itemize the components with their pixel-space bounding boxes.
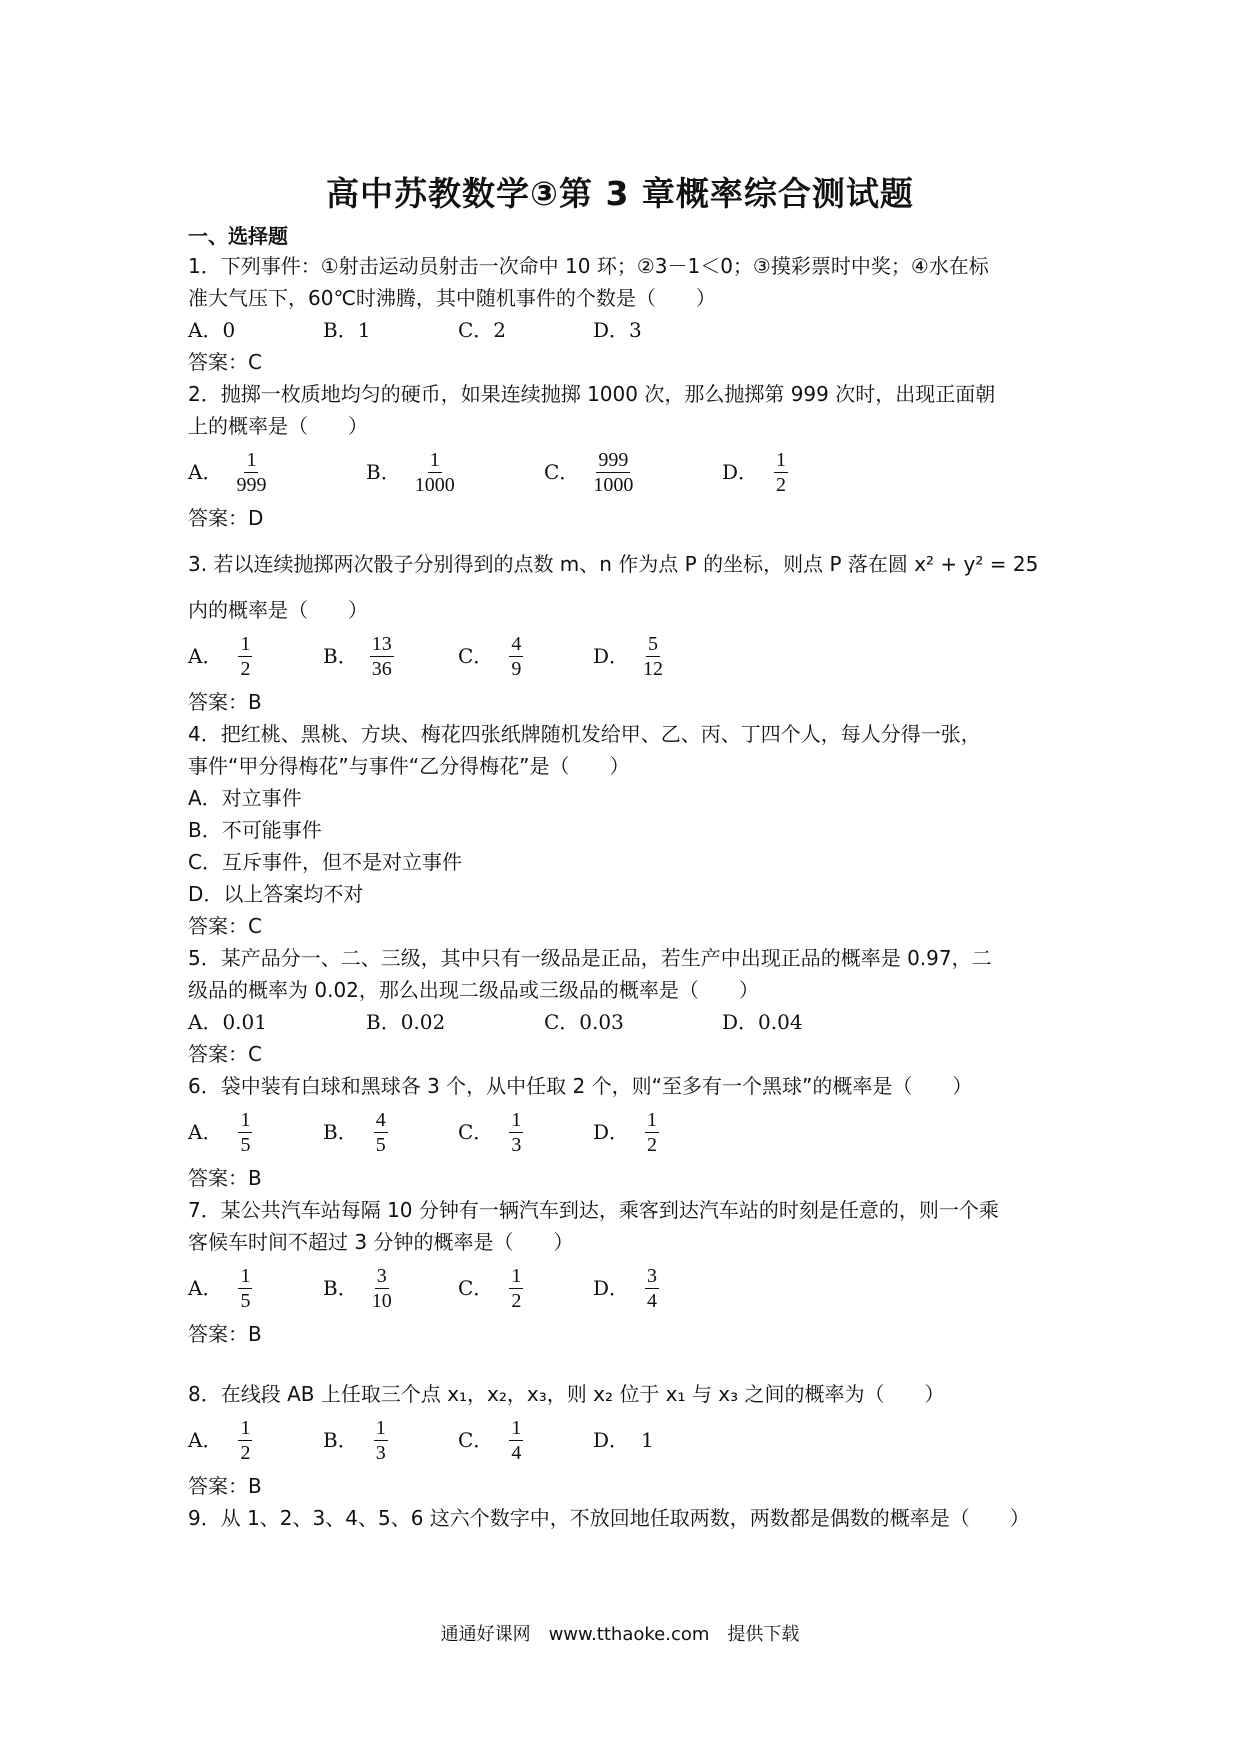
- option-a: [188, 1108, 323, 1157]
- option-label: B．: [366, 460, 401, 484]
- denominator: 2: [647, 1133, 658, 1156]
- page-title: 高中苏教数学③第 3 章概率综合测试题: [326, 174, 914, 213]
- fraction: [641, 632, 665, 681]
- denominator: 5: [240, 1289, 251, 1312]
- option-value: 1: [641, 1428, 654, 1452]
- option-c: C．2: [458, 318, 507, 342]
- numerator: 1: [246, 448, 257, 471]
- numerator: 1: [375, 1416, 386, 1439]
- option-label: C．: [544, 460, 580, 484]
- fraction: [234, 448, 268, 497]
- fraction: [505, 1108, 527, 1157]
- option-c: C．0.03: [544, 1010, 624, 1034]
- denominator: 5: [375, 1133, 386, 1156]
- option-b: [323, 1264, 458, 1313]
- answer-4: 答案：C: [188, 914, 262, 938]
- fraction: [234, 1264, 256, 1313]
- numerator: 1: [240, 632, 251, 655]
- question-line: 1．下列事件：①射击运动员射击一次命中 10 环；②3－1＜0；③摸彩票时中奖；④水在标: [188, 254, 989, 278]
- numerator: 3: [647, 1264, 658, 1287]
- numerator: 1: [511, 1264, 522, 1287]
- option-label: D．: [593, 1120, 630, 1144]
- option-label: B．: [323, 1276, 358, 1300]
- question-1: [188, 250, 1063, 314]
- denominator: 1000: [593, 473, 634, 496]
- question-5: [188, 942, 1063, 1006]
- options-row: [188, 314, 1063, 346]
- denominator: 36: [371, 657, 392, 680]
- options-row: [188, 1410, 1063, 1470]
- option-b: B．不可能事件: [188, 818, 322, 842]
- option-d: [722, 448, 900, 497]
- answer-2: 答案：D: [188, 506, 264, 530]
- question-line: 级品的概率为 0.02，那么出现二级品或三级品的概率是（ ）: [188, 978, 759, 1002]
- option-b: B．1: [323, 318, 371, 342]
- option-d: [593, 632, 728, 681]
- question-7: [188, 1194, 1063, 1258]
- numerator: 1: [647, 1108, 658, 1131]
- fraction: [505, 632, 527, 681]
- option-a: [188, 1416, 323, 1465]
- answer-6: 答案：B: [188, 1166, 262, 1190]
- denominator: 3: [511, 1133, 522, 1156]
- numerator: 4: [511, 632, 522, 655]
- fraction: [591, 448, 635, 497]
- question-line: 9．从 1、2、3、4、5、6 这六个数字中，不放回地任取两数，两数都是偶数的概率是（ ）: [188, 1506, 1030, 1530]
- option-label: C．: [458, 1428, 494, 1452]
- options-row: [188, 1258, 1063, 1318]
- option-a: [188, 448, 366, 497]
- fraction: [234, 1416, 256, 1465]
- denominator: 2: [776, 473, 787, 496]
- fraction: [370, 632, 394, 681]
- option-c: [458, 632, 593, 681]
- question-line: 8．在线段 AB 上任取三个点 x₁，x₂，x₃，则 x₂ 位于 x₁ 与 x₃ 之间的概率为（ ）: [188, 1382, 945, 1406]
- denominator: 2: [511, 1289, 522, 1312]
- option-label: B．: [323, 644, 358, 668]
- denominator: 3: [375, 1441, 386, 1464]
- option-d: D．以上答案均不对: [188, 882, 364, 906]
- question-line: 4．把红桃、黑桃、方块、梅花四张纸牌随机发给甲、乙、丙、丁四个人，每人分得一张，: [188, 722, 981, 746]
- fraction: [370, 1264, 394, 1313]
- numerator: 1: [240, 1416, 251, 1439]
- option-label: B．: [323, 1428, 358, 1452]
- question-2: [188, 378, 1063, 442]
- denominator: 5: [240, 1133, 251, 1156]
- question-line: 5．某产品分一、二、三级，其中只有一级品是正品，若生产中出现正品的概率是 0.97，二: [188, 946, 992, 970]
- denominator: 2: [240, 657, 251, 680]
- option-label: B．: [323, 1120, 358, 1144]
- question-line: 内的概率是（ ）: [188, 598, 368, 622]
- option-label: D．: [593, 1428, 630, 1452]
- denominator: 9: [511, 657, 522, 680]
- question-line: 事件“甲分得梅花”与事件“乙分得梅花”是（ ）: [188, 754, 630, 778]
- option-a: [188, 632, 323, 681]
- option-b: B．0.02: [366, 1010, 446, 1034]
- answer-7: 答案：B: [188, 1322, 262, 1346]
- option-d: D．3: [593, 318, 642, 342]
- answer-8: 答案：B: [188, 1474, 262, 1498]
- denominator: 1000: [414, 473, 455, 496]
- numerator: 5: [648, 632, 659, 655]
- question-6: [188, 1070, 1063, 1102]
- denominator: 12: [643, 657, 664, 680]
- option-b: [366, 448, 544, 497]
- fraction: [641, 1108, 663, 1157]
- option-label: D．: [593, 1276, 630, 1300]
- numerator: 999: [598, 448, 629, 471]
- fraction: [770, 448, 792, 497]
- option-label: C．: [458, 644, 494, 668]
- question-9: [188, 1502, 1063, 1534]
- options-row: [188, 1006, 1063, 1038]
- numerator: 1: [240, 1108, 251, 1131]
- question-line: 客候车时间不超过 3 分钟的概率是（ ）: [188, 1230, 574, 1254]
- fraction: [641, 1264, 663, 1313]
- option-d: [593, 1424, 728, 1456]
- fraction: [505, 1264, 527, 1313]
- option-label: D．: [722, 460, 759, 484]
- option-c: C．互斥事件，但不是对立事件: [188, 850, 462, 874]
- option-a: A．0.01: [188, 1010, 267, 1034]
- option-label: A．: [188, 1428, 223, 1452]
- option-b: [323, 1416, 458, 1465]
- numerator: 13: [371, 632, 392, 655]
- option-d: [593, 1264, 728, 1313]
- denominator: 10: [371, 1289, 392, 1312]
- numerator: 4: [375, 1108, 386, 1131]
- options-row: [188, 1102, 1063, 1162]
- option-b: [323, 1108, 458, 1157]
- page-footer: 通通好课网 www.tthaoke.com 提供下载: [440, 1624, 800, 1645]
- option-b: [323, 632, 458, 681]
- fraction: [413, 448, 457, 497]
- fraction: [370, 1108, 392, 1157]
- option-a: A．0: [188, 318, 236, 342]
- questions-list: [188, 250, 1063, 1534]
- denominator: 2: [240, 1441, 251, 1464]
- option-d: [593, 1108, 728, 1157]
- fraction: [505, 1416, 527, 1465]
- denominator: 4: [647, 1289, 658, 1312]
- numerator: 1: [429, 448, 440, 471]
- option-a: A．对立事件: [188, 786, 302, 810]
- options-row: [188, 442, 1063, 502]
- option-label: C．: [458, 1276, 494, 1300]
- option-d: D．0.04: [722, 1010, 803, 1034]
- numerator: 1: [511, 1416, 522, 1439]
- section-heading: 一、选择题: [188, 224, 288, 248]
- answer-3: 答案：B: [188, 690, 262, 714]
- answer-1: 答案：C: [188, 350, 262, 374]
- option-c: [544, 448, 722, 497]
- option-c: [458, 1108, 593, 1157]
- numerator: 1: [776, 448, 787, 471]
- option-label: A．: [188, 460, 223, 484]
- answer-5: 答案：C: [188, 1042, 262, 1066]
- question-8: [188, 1378, 1063, 1410]
- option-label: D．: [593, 644, 630, 668]
- question-line: 上的概率是（ ）: [188, 414, 368, 438]
- question-line: 7．某公共汽车站每隔 10 分钟有一辆汽车到达，乘客到达汽车站的时刻是任意的，则一个乘: [188, 1198, 999, 1222]
- numerator: 3: [376, 1264, 387, 1287]
- option-label: A．: [188, 644, 223, 668]
- option-label: C．: [458, 1120, 494, 1144]
- question-3: [188, 548, 1063, 626]
- fraction: [370, 1416, 392, 1465]
- option-c: [458, 1416, 593, 1465]
- denominator: 999: [236, 473, 267, 496]
- fraction: [234, 632, 256, 681]
- question-4: [188, 718, 1063, 782]
- fraction: [234, 1108, 256, 1157]
- denominator: 4: [511, 1441, 522, 1464]
- question-line: 2．抛掷一枚质地均匀的硬币，如果连续抛掷 1000 次，那么抛掷第 999 次时，出现正面朝: [188, 382, 996, 406]
- option-c: [458, 1264, 593, 1313]
- option-a: [188, 1264, 323, 1313]
- question-line: 准大气压下，60℃时沸腾，其中随机事件的个数是（ ）: [188, 286, 716, 310]
- numerator: 1: [511, 1108, 522, 1131]
- option-label: A．: [188, 1276, 223, 1300]
- options-row: [188, 626, 1063, 686]
- question-line: 6．袋中装有白球和黑球各 3 个，从中任取 2 个，则“至多有一个黑球”的概率是（ ）: [188, 1074, 973, 1098]
- question-line: 3. 若以连续抛掷两次骰子分别得到的点数 m、n 作为点 P 的坐标，则点 P 落在圆 x² + y² = 25: [188, 552, 1039, 576]
- numerator: 1: [240, 1264, 251, 1287]
- option-label: A．: [188, 1120, 223, 1144]
